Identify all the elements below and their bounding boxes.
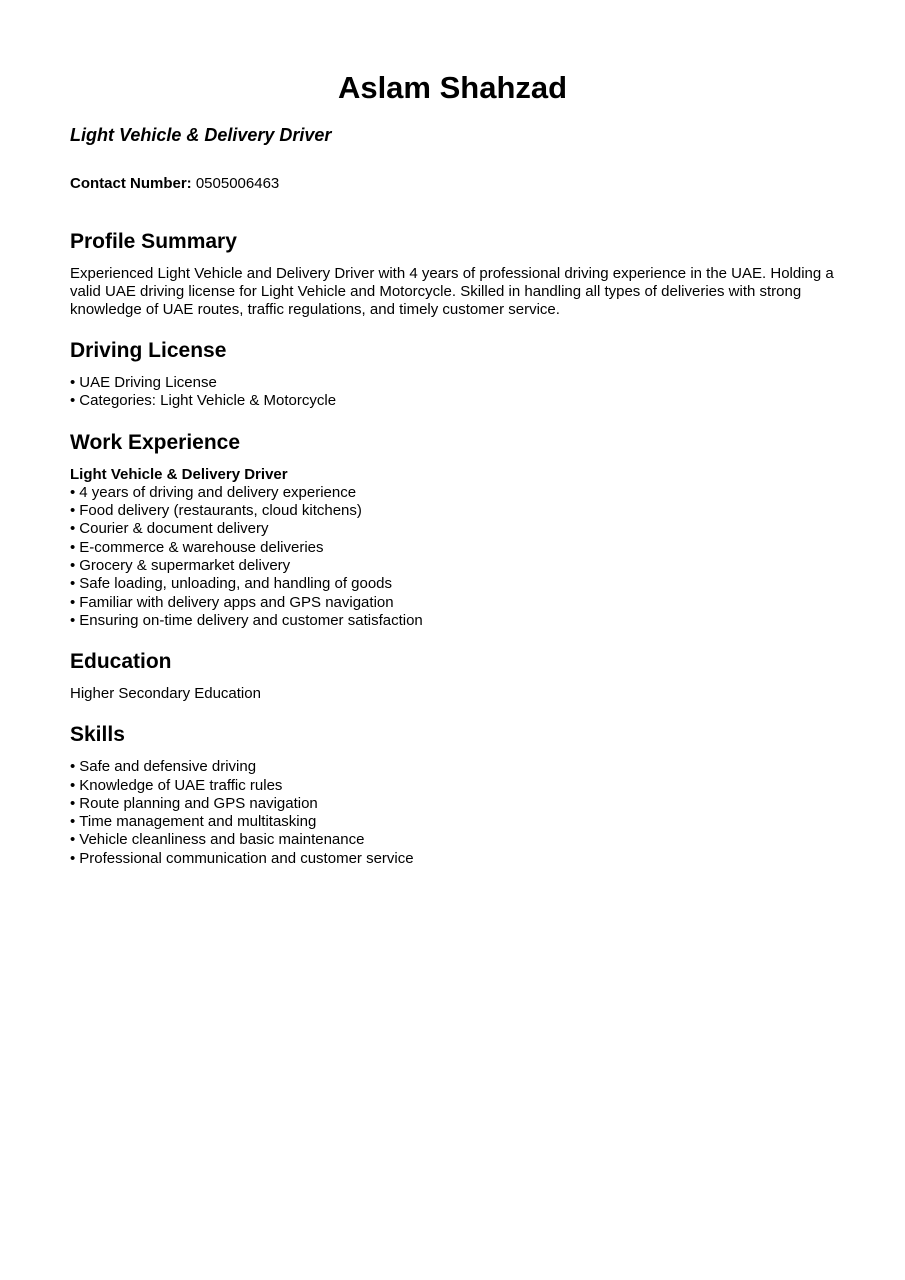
skills-list	[70, 758, 845, 868]
list-item: • Professional communication and customer service	[70, 850, 845, 868]
list-item: • Knowledge of UAE traffic rules	[70, 777, 845, 795]
profile-heading: Profile Summary	[70, 230, 237, 253]
profile-text: Experienced Light Vehicle and Delivery Driver with 4 years of professional driving experience in the UAE. Holding a valid UAE driving license for Light Vehicle and Motorcycle. Skilled in handling all types of deliveries with strong knowledge of UAE routes, traffic regulations, and timely customer service.	[70, 265, 834, 318]
experience-heading: Work Experience	[70, 430, 241, 454]
list-item: • Food delivery (restaurants, cloud kitchens)	[70, 502, 845, 520]
list-item: • 4 years of driving and delivery experience	[70, 484, 845, 502]
list-item: • Route planning and GPS navigation	[70, 795, 845, 813]
education-section	[70, 648, 845, 703]
list-item: • Familiar with delivery apps and GPS navigation	[70, 594, 845, 612]
experience-list	[70, 484, 845, 630]
resume-sections	[70, 228, 845, 886]
contact-number: 0505006463	[195, 175, 280, 192]
list-item: • Grocery & supermarket delivery	[70, 557, 845, 575]
list-item: • Courier & document delivery	[70, 520, 845, 538]
list-item: • Vehicle cleanliness and basic maintenance	[70, 831, 845, 849]
license-section	[70, 337, 845, 411]
job-title: Light Vehicle & Delivery Driver	[70, 465, 288, 483]
license-list	[70, 374, 845, 411]
list-item: • UAE Driving License	[70, 374, 845, 392]
candidate-name: Aslam Shahzad	[337, 70, 568, 105]
job-subtitle: Light Vehicle & Delivery Driver	[70, 125, 332, 145]
list-item: • Ensuring on-time delivery and customer satisfaction	[70, 612, 845, 630]
skills-section	[70, 721, 845, 868]
license-heading: Driving License	[70, 339, 227, 362]
list-item: • Safe loading, unloading, and handling of goods	[70, 575, 845, 593]
contact-line	[70, 175, 279, 192]
education-text: Higher Secondary Education	[70, 685, 261, 703]
contact-label: Contact Number:	[70, 175, 192, 192]
list-item: • Time management and multitasking	[70, 813, 845, 831]
education-heading: Education	[70, 650, 172, 674]
list-item: • Categories: Light Vehicle & Motorcycle	[70, 392, 845, 410]
list-item: • Safe and defensive driving	[70, 758, 845, 776]
profile-section	[70, 228, 845, 319]
experience-section	[70, 429, 845, 631]
skills-heading: Skills	[70, 723, 125, 747]
list-item: • E-commerce & warehouse deliveries	[70, 539, 845, 557]
